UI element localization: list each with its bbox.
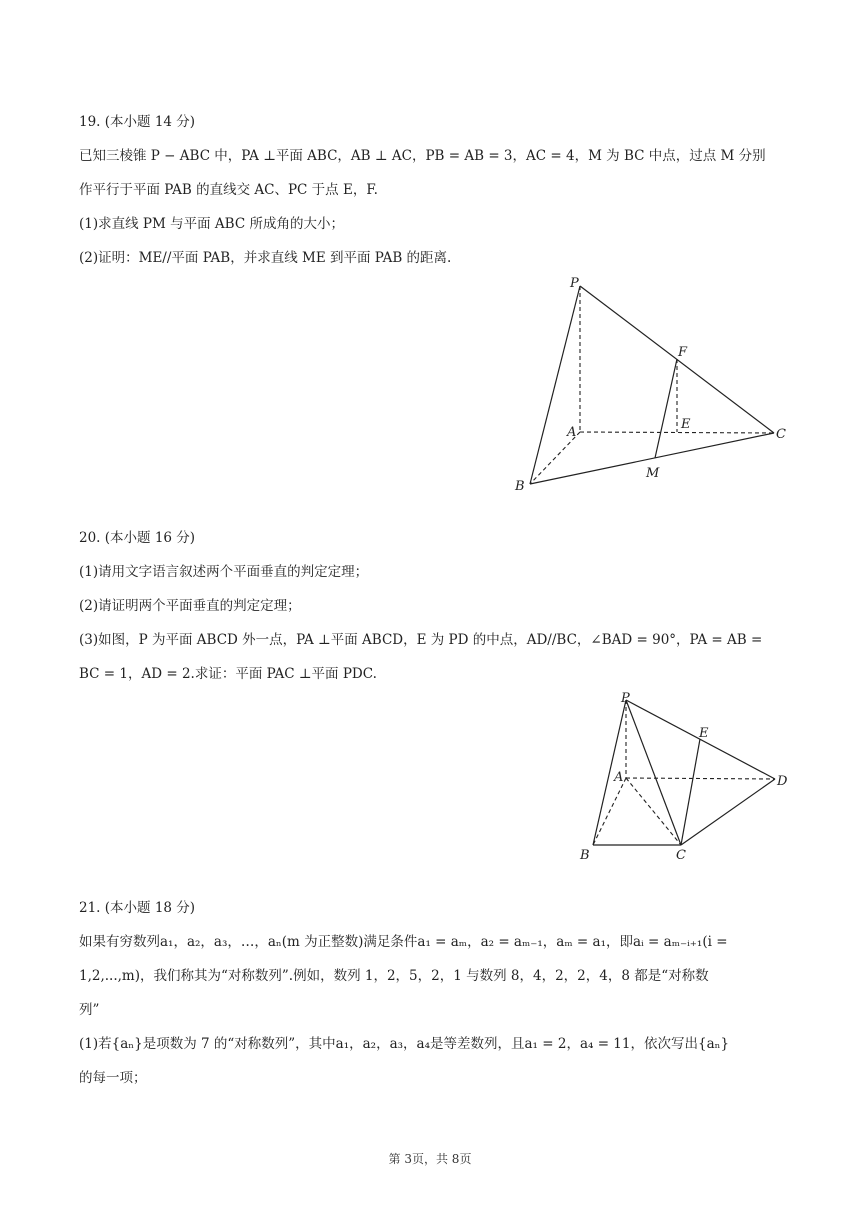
q19-header: 19. (本小题 14 分) bbox=[79, 114, 196, 130]
q20-figure bbox=[570, 685, 800, 865]
q20-part2: (2)请证明两个平面垂直的判定定理； bbox=[79, 598, 301, 614]
q21-part1-line1: (1)若{aₙ}是项数为 7 的“对称数列”，其中a₁，a₂，a₃，a₄是等差数列，且a₁ = 2，a₄ = 11，依次写出{aₙ} bbox=[79, 1036, 730, 1052]
q19-label-A: A bbox=[567, 425, 577, 440]
q21-header: 21. (本小题 18 分) bbox=[79, 900, 196, 916]
q20-label-B: B bbox=[580, 848, 590, 863]
q21-stem-line3: 列” bbox=[79, 1002, 100, 1018]
q19-label-C: C bbox=[776, 427, 786, 442]
q20-part3-line1: (3)如图，P 为平面 ABCD 外一点，PA ⊥平面 ABCD，E 为 PD 的中点，AD//BC，∠BAD = 90°，PA = AB = bbox=[79, 632, 763, 648]
q19-label-P: P bbox=[570, 276, 579, 291]
q19-figure bbox=[500, 268, 800, 498]
q20-label-P: P bbox=[621, 691, 630, 706]
q21-part1-line2: 的每一项； bbox=[79, 1070, 147, 1086]
q20-header: 20. (本小题 16 分) bbox=[79, 530, 196, 546]
q19-stem-line1: 已知三棱锥 P − ABC 中，PA ⊥平面 ABC，AB ⊥ AC，PB = AB = 3，AC = 4，M 为 BC 中点，过点 M 分别 bbox=[79, 148, 766, 164]
q20-label-D: D bbox=[777, 774, 788, 789]
q20-part3-line2: BC = 1，AD = 2.求证：平面 PAC ⊥平面 PDC. bbox=[79, 666, 377, 682]
q19-label-F: F bbox=[678, 345, 688, 360]
q19-label-B: B bbox=[515, 479, 525, 494]
q19-label-E: E bbox=[681, 417, 691, 432]
q20-part1: (1)请用文字语言叙述两个平面垂直的判定定理； bbox=[79, 564, 369, 580]
q20-label-E: E bbox=[699, 726, 709, 741]
q21-stem-line1: 如果有穷数列a₁，a₂，a₃，…，aₙ(m 为正整数)满足条件a₁ = aₘ，a₂ = aₘ₋₁，aₘ = a₁，即aᵢ = aₘ₋ᵢ₊₁(i = bbox=[79, 934, 728, 950]
q19-stem-line2: 作平行于平面 PAB 的直线交 AC、PC 于点 E，F. bbox=[79, 182, 378, 198]
q19-label-M: M bbox=[646, 466, 660, 481]
q20-label-C: C bbox=[676, 848, 686, 863]
page-footer: 第 3页，共 8页 bbox=[388, 1152, 472, 1166]
q19-part2: (2)证明：ME//平面 PAB，并求直线 ME 到平面 PAB 的距离. bbox=[79, 250, 452, 266]
q19-part1: (1)求直线 PM 与平面 ABC 所成角的大小； bbox=[79, 216, 344, 232]
q21-stem-line2: 1,2,...,m)，我们称其为“对称数列”.例如，数列 1，2，5，2，1 与数列 8，4，2，2，4，8 都是“对称数 bbox=[79, 968, 709, 984]
q20-label-A: A bbox=[614, 770, 624, 785]
